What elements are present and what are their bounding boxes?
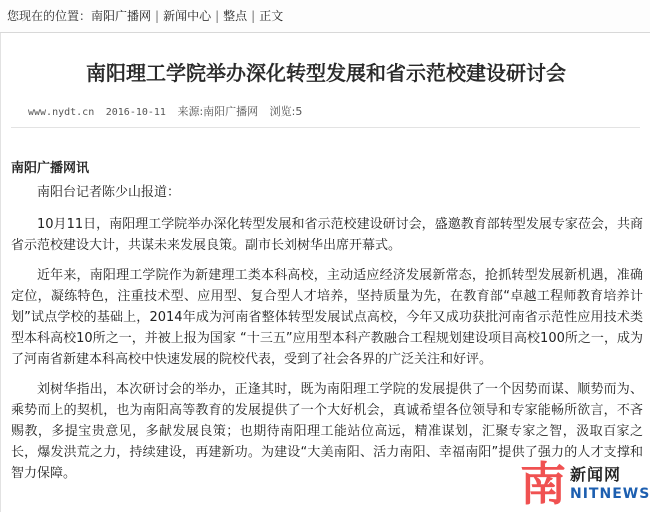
article-paragraph: 近年来，南阳理工学院作为新建理工类本科高校，主动适应经济发展新常态，抢抓转型发展新机遇，准确定位，凝练特色，注重技术型、应用型、复合型人才培养，坚持质量为先，在教育部“卓越工程师教育培养计划”试点学校的基础上，2014年成为河南省整体转型发展试点高校，今年又成功获批河南省示范性应用技术类型本科高校10所之一，并被上报为国家 “十三五”应用型本科产教融合工程规划建设项目高校100所之一，成为了河南省新建本科高校中快速发展的院校代表，受到了社会各界的广泛关注和好评。 [11,268,643,367]
breadcrumb [0,0,650,33]
article-source: 来源:南阳广播网 [177,105,259,118]
article-reporter: 南阳台记者陈少山报道： [37,185,181,200]
breadcrumb-link-news-center[interactable]: 新闻中心 [163,9,212,23]
watermark-logo-char: 南 [520,457,566,511]
article-source-line: 南阳广播网讯 [11,161,90,176]
article-title: 南阳理工学院举办深化转型发展和省示范校建设研讨会 [86,61,566,85]
watermark-logo-cn: 新闻网 [570,465,622,484]
breadcrumb-link-hourly[interactable]: 整点 [223,9,248,23]
article-page [0,33,650,512]
breadcrumb-current: 正文 [259,9,284,23]
meta-divider [11,127,640,128]
article-date: 2016-10-11 [105,107,166,118]
watermark-logo-en: NITNEWS [570,486,650,502]
breadcrumb-separator: | [155,9,160,23]
article-views: 浏览:5 [269,105,303,118]
article-paragraph: 10月11日，南阳理工学院举办深化转型发展和省示范校建设研讨会，盛邀教育部转型发展专家莅会，共商省示范校建设大计，共谋未来发展良策。副市长刘树华出席开幕式。 [11,217,643,253]
article-paragraph: 刘树华指出，本次研讨会的举办，正逢其时，既为南阳理工学院的发展提供了一个因势而谋、顺势而为、乘势而上的契机，也为南阳高等教育的发展提供了一个大好机会，真诚希望各位领导和专家能畅所欲言，不吝赐教，多提宝贵意见，多献发展良策；也期待南阳理工能站位高远，精准谋划，汇聚专家之智，汲取百家之长，爆发洪荒之力，持续建设，再建新功。为建设“大美南阳、活力南阳、幸福南阳”提供了强力的人才支撑和智力保障。 [11,382,643,481]
breadcrumb-separator: | [215,9,220,23]
breadcrumb-link-home[interactable]: 南阳广播网 [91,9,152,23]
watermark-logo [520,457,650,511]
breadcrumb-separator: | [251,9,256,23]
article-body [11,158,643,493]
article-site-url: www.nydt.cn [28,107,95,118]
breadcrumb-label: 您现在的位置： [7,9,92,23]
article-meta [28,103,310,119]
